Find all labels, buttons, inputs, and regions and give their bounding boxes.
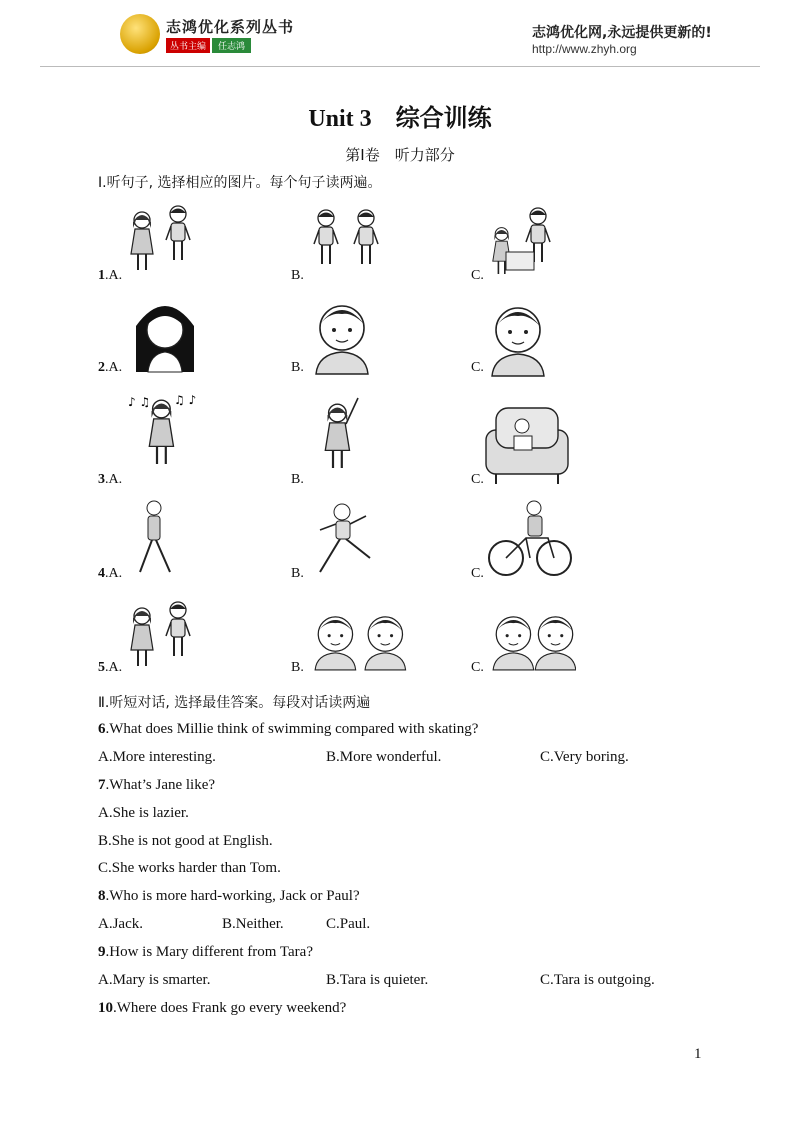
q7-option-a: A.She is lazier. — [98, 805, 189, 821]
q5-option-a-label: 5.A. — [98, 660, 123, 675]
series-title: 志鸿优化系列丛书 — [166, 18, 295, 36]
q2-option-c-label: C. — [471, 360, 484, 375]
running-boy-picture — [310, 500, 380, 580]
cycling-boy-picture — [486, 498, 574, 580]
singing-girl-picture — [126, 388, 196, 488]
editor-label: 丛书主编 — [166, 38, 210, 53]
page-title: Unit 3 综合训练 — [308, 106, 492, 132]
short-hair-girl-picture — [312, 296, 372, 376]
q3-option-a-label: 3.A. — [98, 472, 123, 487]
q2-option-a-label: 2.A. — [98, 360, 123, 375]
boy-portrait-picture — [488, 298, 548, 378]
q9-option-a: A.Mary is smarter. — [98, 972, 211, 988]
dancing-girl-picture — [312, 388, 372, 488]
walking-man-picture — [128, 498, 184, 578]
q8-option-c: C.Paul. — [326, 916, 371, 932]
question-6: 6.What does Millie think of swimming compared with skating? — [98, 721, 479, 737]
long-hair-girl-picture — [130, 296, 200, 376]
two-friends-chatting-picture — [490, 606, 576, 676]
q6-option-a: A.More interesting. — [98, 749, 216, 765]
part-title: 第Ⅰ卷 听力部分 — [345, 146, 455, 164]
site-url[interactable]: http://www.zhyh.org — [532, 42, 637, 56]
two-boys-picture — [308, 202, 398, 280]
q9-option-b: B.Tara is quieter. — [326, 972, 429, 988]
slogan: 志鸿优化网,永远提供更新的! — [532, 25, 712, 41]
editor-name: 任志鸿 — [212, 38, 251, 53]
q4-option-b-label: B. — [291, 566, 304, 581]
q2-option-b-label: B. — [291, 360, 304, 375]
q1-option-c-label: C. — [471, 268, 484, 283]
q3-option-c-label: C. — [471, 472, 484, 487]
q8-option-b: B.Neither. — [222, 916, 284, 932]
q9-option-c: C.Tara is outgoing. — [540, 972, 655, 988]
section1-heading: Ⅰ.听句子, 选择相应的图片。每个句子读两遍。 — [98, 175, 382, 191]
svg-text:♪ ♫: ♪ ♫ — [128, 395, 151, 409]
q4-option-a-label: 4.A. — [98, 566, 123, 581]
q7-option-b: B.She is not good at English. — [98, 833, 273, 849]
section2-heading: Ⅱ.听短对话, 选择最佳答案。每段对话读两遍 — [98, 695, 371, 711]
boy-and-girl-picture — [124, 596, 204, 676]
q5-option-b-label: B. — [291, 660, 304, 675]
q1-option-b-label: B. — [291, 268, 304, 283]
girl-on-sofa-picture — [482, 400, 572, 488]
question-9: 9.How is Mary different from Tara? — [98, 944, 313, 960]
mother-reading-picture — [484, 202, 564, 278]
q5-option-c-label: C. — [471, 660, 484, 675]
question-8: 8.Who is more hard-working, Jack or Paul? — [98, 888, 360, 904]
q6-option-c: C.Very boring. — [540, 749, 629, 765]
question-7: 7.What’s Jane like? — [98, 777, 216, 793]
q3-option-b-label: B. — [291, 472, 304, 487]
q7-option-c: C.She works harder than Tom. — [98, 860, 281, 876]
q1-option-a-label: 1.A. — [98, 268, 123, 283]
two-schoolgirls-picture — [312, 606, 412, 676]
svg-text:♫ ♪: ♫ ♪ — [174, 393, 196, 407]
page-number: 1 — [694, 1046, 702, 1062]
talking-pair-picture — [124, 200, 204, 280]
header-divider — [40, 66, 760, 67]
q8-option-a: A.Jack. — [98, 916, 143, 932]
question-10: 10.Where does Frank go every weekend? — [98, 1000, 347, 1016]
logo-icon — [120, 14, 160, 54]
q4-option-c-label: C. — [471, 566, 484, 581]
q6-option-b: B.More wonderful. — [326, 749, 442, 765]
page-header — [0, 0, 800, 68]
